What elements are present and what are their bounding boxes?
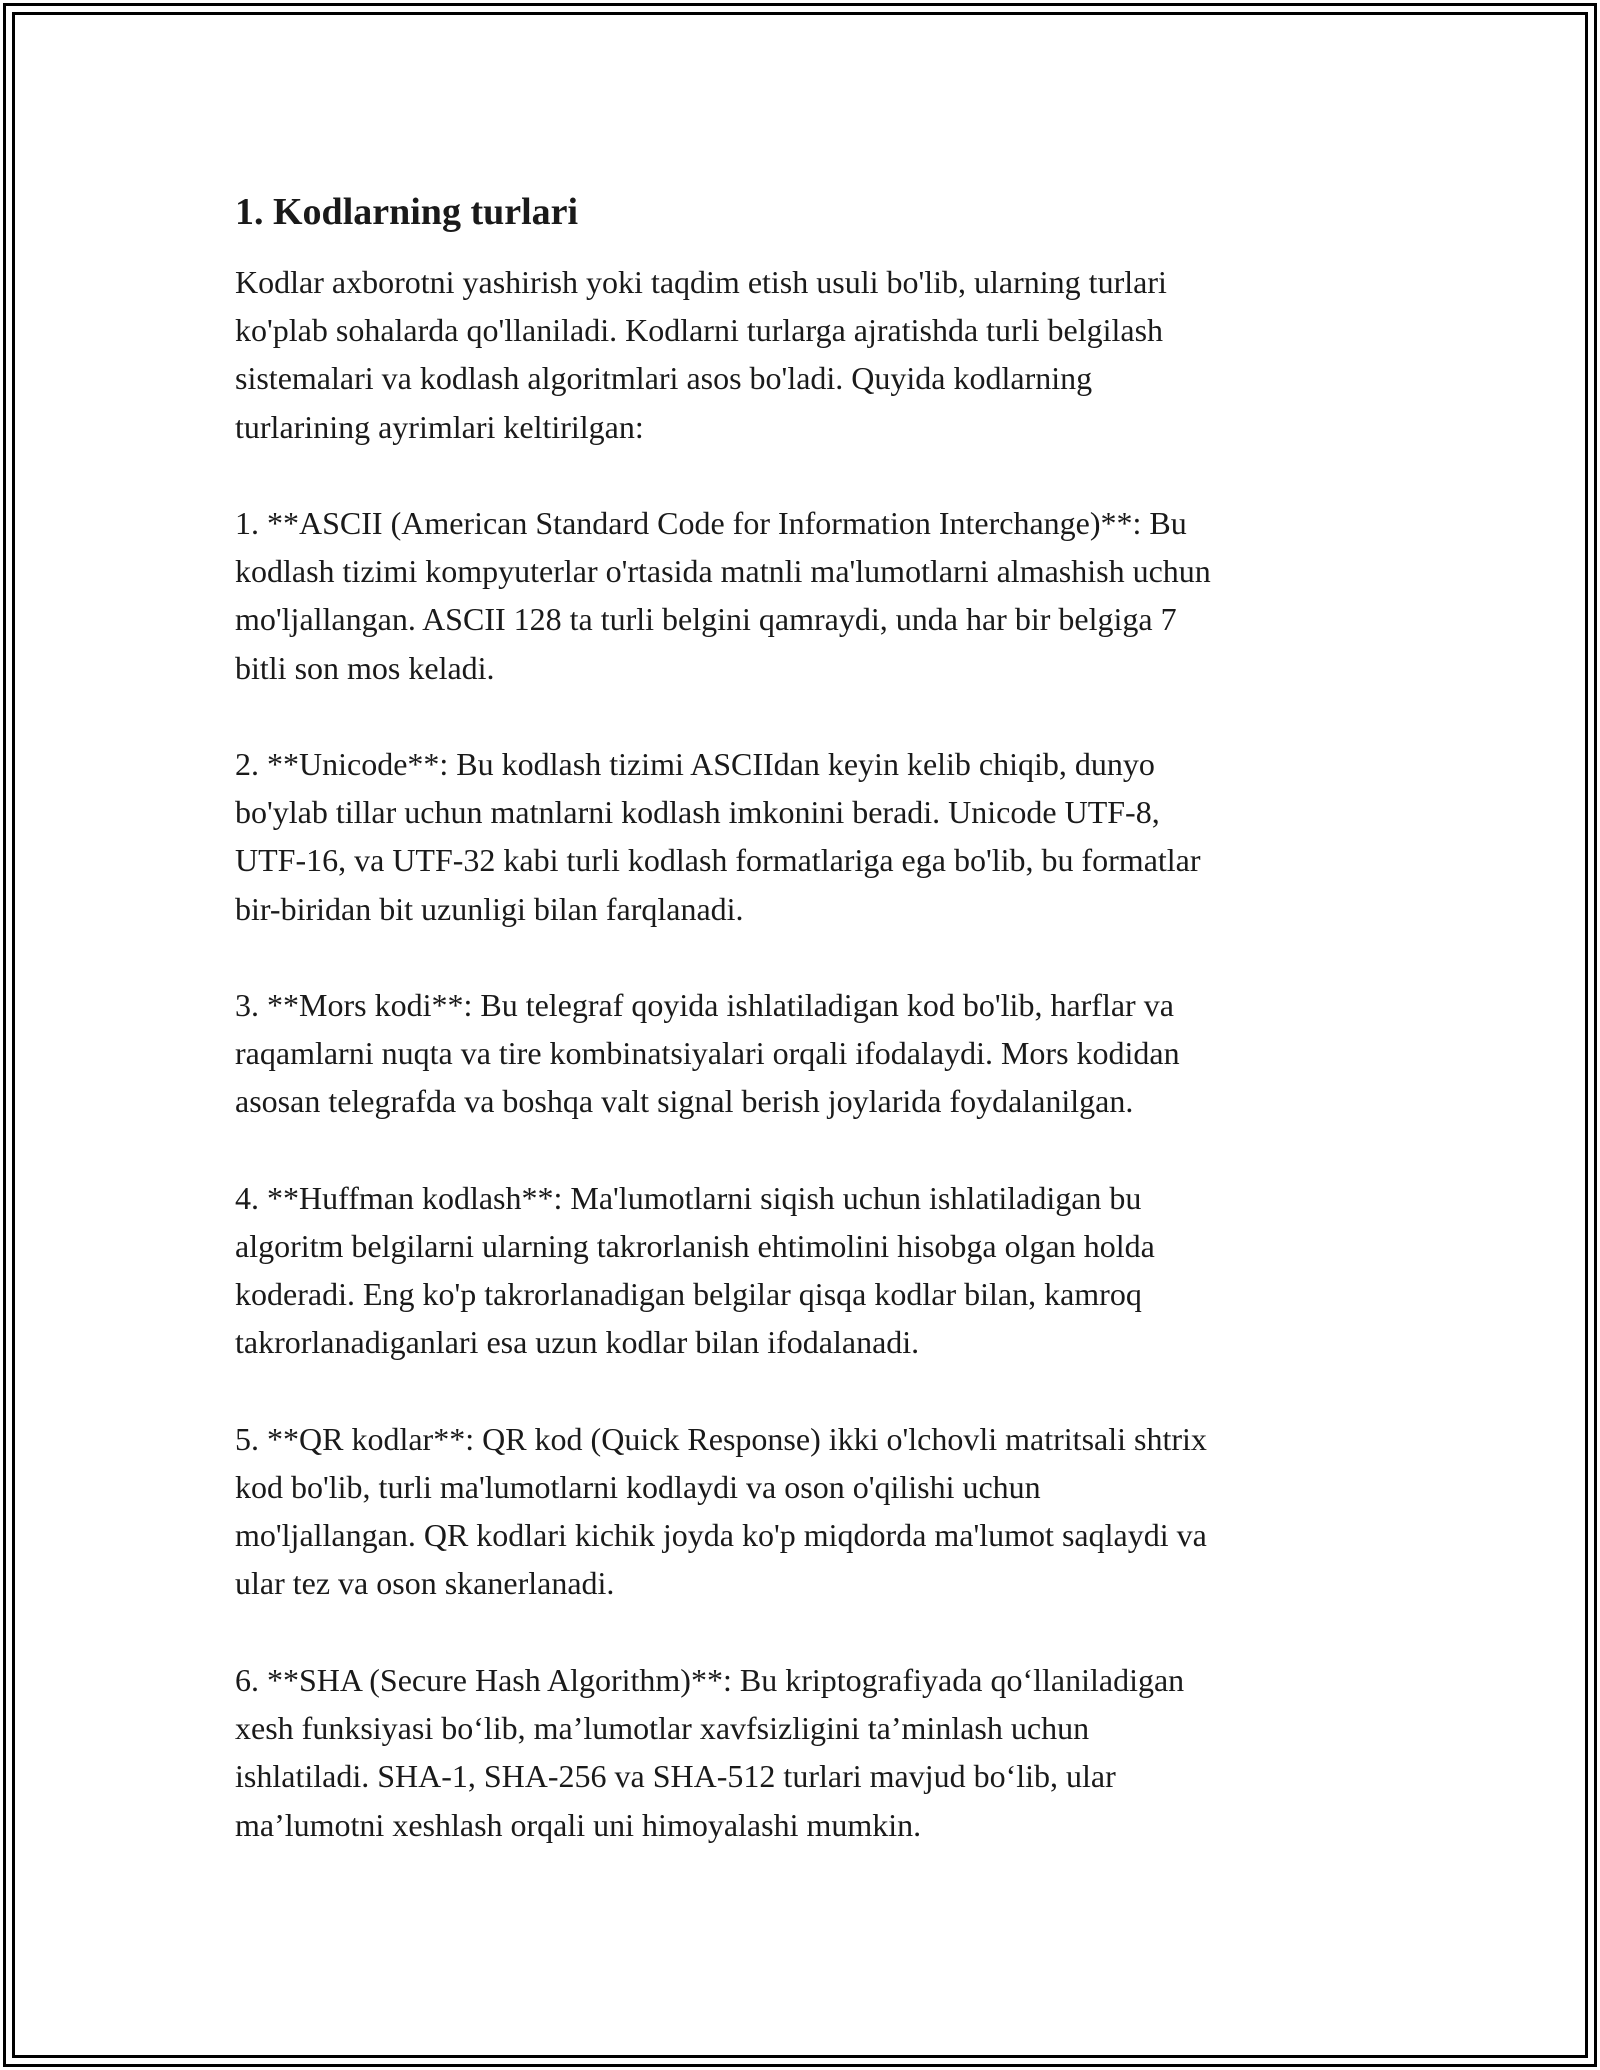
spacer — [235, 1126, 1375, 1174]
list-item-huffman: 4. **Huffman kodlash**: Ma'lumotlarni siqish uchun ishlatiladigan bu algoritm belgilarni ularning takrorlanish ehtimolini hisobga olgan holda koderadi. Eng ko'p takrorlanadigan belgilar qisqa kodlar bilan, kamroq takrorlanadiganlari esa uzun kodlar bilan ifodalanadi. — [235, 1179, 1155, 1361]
list-item-qr: 5. **QR kodlar**: QR kod (Quick Response) ikki o'lchovli matritsali shtrix kod bo'lib, turli ma'lumotlarni kodlaydi va oson o'qilishi uchun mo'ljallangan. QR kodlari kichik joyda ko'p miqdorda ma'lumot saqlaydi va ular tez va oson skanerlanadi. — [235, 1420, 1207, 1602]
spacer — [235, 933, 1375, 981]
spacer — [235, 1367, 1375, 1415]
spacer — [235, 1608, 1375, 1656]
list-item-morse: 3. **Mors kodi**: Bu telegraf qoyida ishlatiladigan kod bo'lib, harflar va raqamlarni nuqta va tire kombinatsiyalari orqali ifodalaydi. Mors kodidan asosan telegrafda va boshqa valt signal berish joylarida foydalanilgan. — [235, 987, 1180, 1120]
spacer — [235, 451, 1375, 499]
list-item-unicode: 2. **Unicode**: Bu kodlash tizimi ASCIIdan keyin kelib chiqib, dunyo bo'ylab tillar uchun matnlarni kodlash imkonini beradi. Unicode UTF-8, UTF-16, va UTF-32 kabi turli kodlash formatlariga ega bo'lib, bu formatlar bir-biridan bit uzunligi bilan farqlanadi. — [235, 746, 1201, 927]
list-item-sha: 6. **SHA (Secure Hash Algorithm)**: Bu kriptografiyada qo‘llaniladigan xesh funksiyasi bo‘lib, ma’lumotlar xavfsizligini ta’minlash uchun ishlatiladi. SHA-1, SHA-256 va SHA-512 turlari mavjud bo‘lib, ular ma’lumotni xeshlash orqali uni himoyalashi mumkin. — [235, 1661, 1185, 1843]
intro-paragraph: Kodlar axborotni yashirish yoki taqdim etish usuli bo'lib, ularning turlari ko'plab sohalarda qo'llaniladi. Kodlarni turlarga ajratishda turli belgilash sistemalari va kodlash algoritmlari asos bo'ladi. Quyida kodlarning turlarining ayrimlari keltirilgan: — [235, 264, 1167, 445]
section-heading: 1. Kodlarning turlari — [235, 191, 579, 233]
document-body — [235, 188, 1375, 1849]
spacer — [235, 692, 1375, 740]
list-item-ascii: 1. **ASCII (American Standard Code for Information Interchange)**: Bu kodlash tizimi kompyuterlar o'rtasida matnli ma'lumotlarni almashish uchun mo'ljallangan. ASCII 128 ta turli belgini qamraydi, unda har bir belgiga 7 bitli son mos keladi. — [235, 505, 1211, 686]
